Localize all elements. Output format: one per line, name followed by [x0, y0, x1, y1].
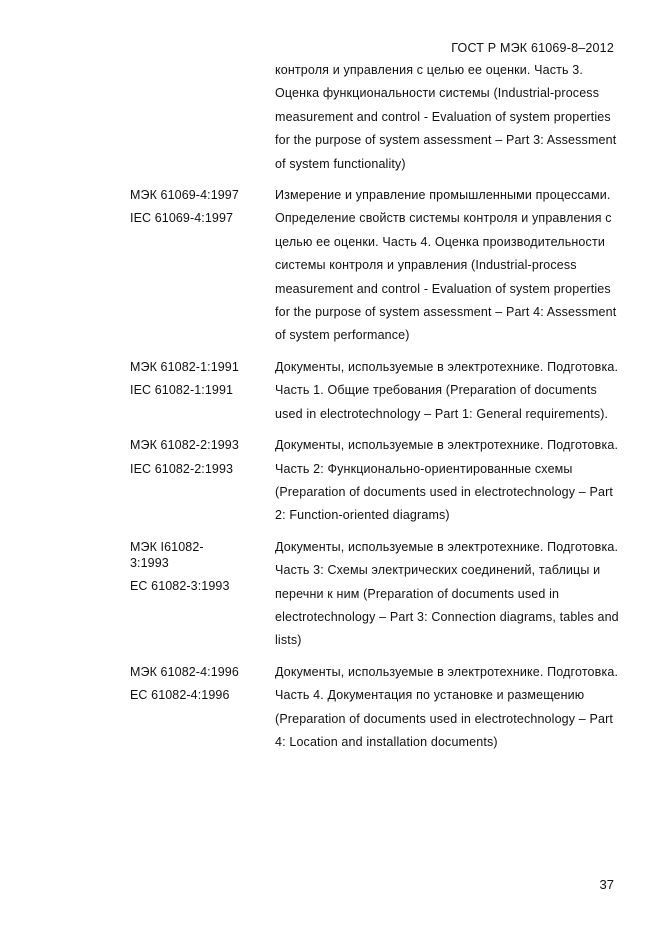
continued-description: контроля и управления с целью ее оценки. Часть 3. Оценка функциональности системы (Industrial-process measurement and control - Evaluation of system properties for the purpose of system assessment – Part 3: Assessment of system functionality) — [275, 63, 617, 171]
reference-codes — [130, 536, 275, 653]
code-ru: МЭК 61069-4:1997 — [130, 188, 239, 203]
reference-entry — [130, 661, 620, 755]
code-en: IEC 61069-4:1997 — [130, 211, 234, 226]
reference-description: Документы, используемые в электротехнике. Подготовка. Часть 1. Общие требования (Preparation of documents used in electrotechnology – Part 1: General requirements). — [275, 359, 619, 421]
reference-codes — [130, 356, 275, 426]
reference-entry — [130, 536, 620, 653]
code-en: IEC 61082-2:1993 — [130, 461, 234, 476]
code-en: IEC 61082-1:1991 — [130, 383, 234, 398]
reference-description: Измерение и управление промышленными процессами. Определение свойств системы контроля и управления с целью ее оценки. Часть 4. Оценка производительности системы контроля и управления (Industrial-process measurement and control - Evaluation of system properties for the purpose of system assessment – Part 4: Assessment of system performance) — [275, 188, 617, 343]
reference-description: Документы, используемые в электротехнике. Подготовка. Часть 2: Функционально-ориентированные схемы (Preparation of documents used in electrotechnology – Part 2: Function-oriented diagrams) — [275, 438, 619, 523]
standard-id: ГОСТ Р МЭК 61069-8–2012 — [451, 41, 614, 55]
code-ru: МЭК 61082-1:1991 — [130, 359, 239, 374]
code-en: EC 61082-3:1993 — [130, 578, 230, 593]
document-header — [451, 40, 614, 56]
reference-description: Документы, используемые в электротехнике. Подготовка. Часть 4. Документация по установке и размещению (Preparation of documents used in electrotechnology – Part 4: Location and installation documents) — [275, 664, 619, 749]
page-number: 37 — [599, 877, 614, 892]
reference-codes — [130, 661, 275, 755]
reference-entry — [130, 434, 620, 528]
reference-codes — [130, 434, 275, 528]
code-en: EC 61082-4:1996 — [130, 688, 230, 703]
code-ru: МЭК 61082-4:1996 — [130, 664, 239, 679]
reference-entry — [130, 356, 620, 426]
reference-codes — [130, 184, 275, 348]
reference-description: Документы, используемые в электротехнике. Подготовка. Часть 3: Схемы электрических соединений, таблицы и перечни к ним (Preparation of documents used in electrotechnology – Part 3: Connection diagrams, tables and lists) — [275, 539, 619, 648]
references-list — [130, 59, 620, 754]
code-ru: МЭК I61082- 3:1993 — [130, 539, 204, 570]
reference-entry — [130, 184, 620, 348]
code-ru: МЭК 61082-2:1993 — [130, 438, 239, 453]
